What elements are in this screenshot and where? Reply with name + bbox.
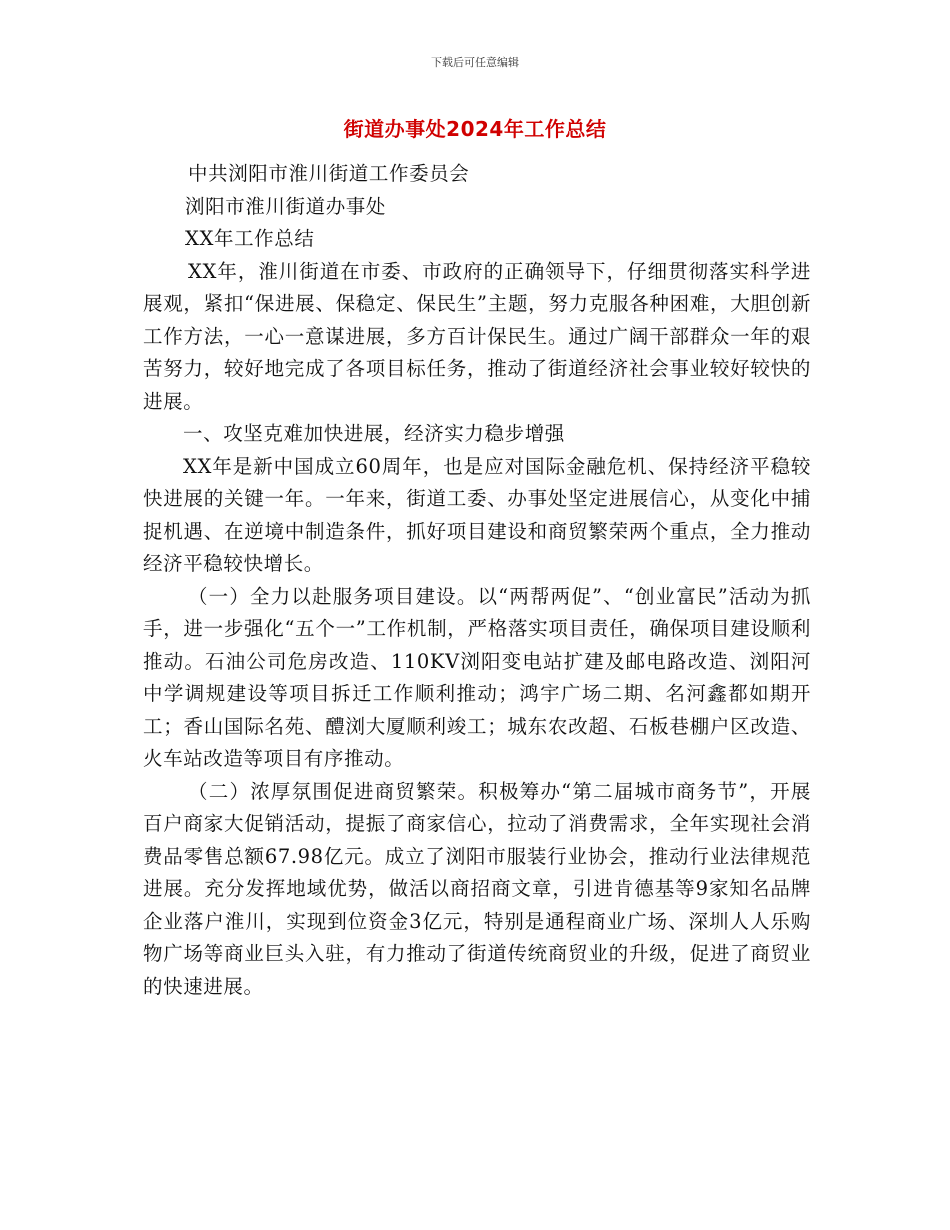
section-1-heading: 一、攻坚克难加快进展，经济实力稳步增强 xyxy=(183,422,565,445)
document-body xyxy=(143,158,811,1003)
section-1-paragraph: XX年是新中国成立60周年，也是应对国际金融危机、保持经济平稳较快进展的关键一年。一年来，街道工委、办事处坚定进展信心，从变化中捕捉机遇、在逆境中制造条件，抓好项目建设和商贸繁荣两个重点，全力推动经济平稳较快增长。 xyxy=(143,454,811,575)
header-note: 下载后可任意编辑 xyxy=(431,56,519,69)
item-1-paragraph: （一）全力以赴服务项目建设。以“两帮两促”、“创业富民”活动为抓手，进一步强化“五个一”工作机制，严格落实项目责任，确保项目建设顺利推动。石油公司危房改造、110KV浏阳变电站扩建及邮电路改造、浏阳河中学调规建设等项目拆迁工作顺利推动；鸿宇广场二期、名河鑫都如期开工；香山国际名苑、醴浏大厦顺利竣工；城东农改超、石板巷棚户区改造、火车站改造等项目有序推动。 xyxy=(143,584,811,770)
org-line-1: 中共浏阳市淮川街道工作委员会 xyxy=(188,162,470,185)
item-2-paragraph: （二）浓厚氛围促进商贸繁荣。积极筹办“第二届城市商务节”，开展百户商家大促销活动，提振了商家信心，拉动了消费需求，全年实现社会消费品零售总额67.98亿元。成立了浏阳市服装行业协会，推动行业法律规范进展。充分发挥地域优势，做活以商招商文章，引进肯德基等9家知名品牌企业落户淮川，实现到位资金3亿元，特别是通程商业广场、深圳人人乐购物广场等商业巨头入驻，有力推动了街道传统商贸业的升级，促进了商贸业的快速进展。 xyxy=(143,779,811,998)
intro-paragraph: XX年，淮川街道在市委、市政府的正确领导下，仔细贯彻落实科学进展观，紧扣“保进展、保稳定、保民生”主题，努力克服各种困难，大胆创新工作方法，一心一意谋进展，多方百计保民生。通过广阔干部群众一年的艰苦努力，较好地完成了各项目标任务，推动了街道经济社会事业较好较快的进展。 xyxy=(143,259,811,413)
summary-subtitle: XX年工作总结 xyxy=(185,227,315,250)
org-line-2: 浏阳市淮川街道办事处 xyxy=(185,194,387,218)
document-title: 街道办事处2024年工作总结 xyxy=(343,117,607,141)
